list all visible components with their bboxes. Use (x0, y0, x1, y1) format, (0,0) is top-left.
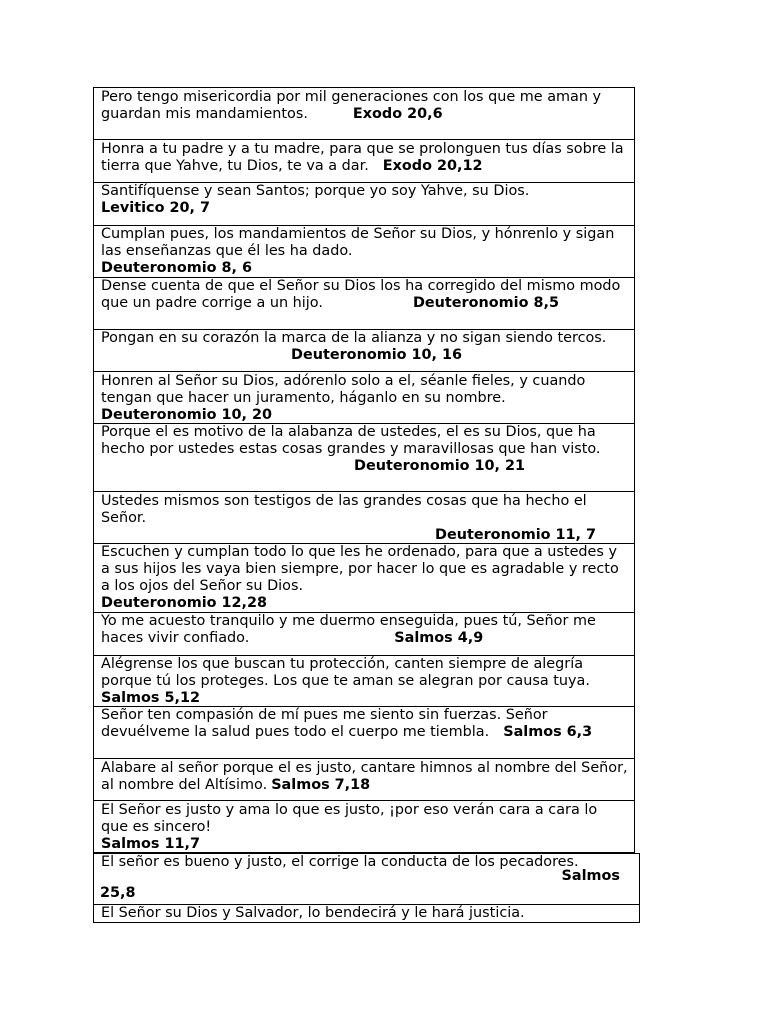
verse-text: Alabare al señor porque el es justo, cantare himnos al nombre del Señor, al nombre del Altísimo. (101, 760, 633, 793)
verse-cell (93, 278, 635, 330)
verse-cell (93, 372, 635, 424)
verse-table (93, 87, 635, 923)
verse-text: Escuchen y cumplan todo lo que les he ordenado, para que a ustedes y a sus hijos les vaya bien siempre, por hacer lo que es agradable y recto a los ojos del Señor su Dios. (101, 544, 624, 594)
verse-text: Yo me acuesto tranquilo y me duermo enseguida, pues tú, Señor me haces vivir confiado. (101, 613, 601, 646)
verse-text: Alégrense los que buscan tu protección, canten siempre de alegría porque tú los proteges. Los que te aman se alegran por causa tuya. (101, 656, 590, 689)
verse-text: Ustedes mismos son testigos de las grandes cosas que ha hecho el Señor. (101, 493, 592, 526)
verse-reference: Exodo 20,12 (382, 158, 483, 174)
verse-text: Cumplan pues, los mandamientos de Señor su Dios, y hónrenlo y sigan las enseñanzas que él les ha dado. (101, 226, 619, 259)
verse-cell (93, 492, 635, 544)
verse-reference: Salmos 11,7 (101, 836, 200, 852)
verse-cell (93, 330, 635, 372)
verse-cell (93, 226, 635, 278)
verse-cell (93, 424, 635, 492)
verse-reference: Deuteronomio 10, 16 (291, 347, 463, 363)
verse-text: El señor es bueno y justo, el corrige la conducta de los pecadores. (101, 854, 579, 870)
verse-reference: Deuteronomio 10, 21 (354, 458, 526, 474)
verse-text: Dense cuenta de que el Señor su Dios los ha corregido del mismo modo que un padre corrige a un hijo. (101, 278, 625, 311)
verse-cell (93, 707, 635, 759)
verse-text: Honren al Señor su Dios, adórenlo solo a el, séanle fieles, y cuando tengan que hacer un juramento, háganlo en su nombre. (101, 373, 590, 406)
verse-reference: Salmos 7,18 (271, 777, 371, 793)
verse-reference: Salmos 5,12 (101, 690, 200, 706)
verse-text: El Señor su Dios y Salvador, lo bendecirá y le hará justicia. (101, 905, 525, 921)
verse-cell (93, 140, 635, 183)
verse-text: Honra a tu padre y a tu madre, para que se prolonguen tus días sobre la tierra que Yahve, tu Dios, te va a dar. (101, 141, 629, 174)
verse-text: Pero tengo misericordia por mil generaciones con los que me aman y guardan mis mandamientos. (101, 89, 606, 122)
verse-reference: Deuteronomio 8,5 (412, 295, 559, 311)
verse-reference: Salmos 6,3 (503, 724, 593, 740)
verse-cell (93, 656, 635, 707)
verse-cell (93, 613, 635, 656)
verse-text: Pongan en su corazón la marca de la alianza y no sigan siendo tercos. (101, 330, 607, 346)
verse-reference: Salmos 4,9 (394, 630, 484, 646)
verse-cell (93, 87, 635, 140)
verse-cell (93, 759, 635, 801)
verse-cell (93, 801, 635, 853)
verse-text: El Señor es justo y ama lo que es justo, ¡por eso verán cara a cara lo que es sincero! (101, 802, 602, 835)
verse-text: Señor ten compasión de mí pues me siento sin fuerzas. Señor devuélveme la salud pues todo el cuerpo me tiembla. (101, 707, 553, 740)
verse-text: Porque el es motivo de la alabanza de ustedes, el es su Dios, que ha hecho por ustedes estas cosas grandes y maravillosas que han visto. (101, 424, 601, 457)
verse-cell (93, 905, 640, 923)
verse-reference: Salmos 25,8 (100, 868, 620, 901)
verse-reference: Deuteronomio 8, 6 (101, 260, 253, 276)
verse-reference: Deuteronomio 10, 20 (101, 407, 273, 423)
verse-reference: Levitico 20, 7 (101, 200, 210, 216)
verse-reference: Deuteronomio 12,28 (101, 595, 268, 611)
verse-cell (93, 183, 635, 226)
verse-text: Santifíquense y sean Santos; porque yo soy Yahve, su Dios. (101, 183, 530, 199)
verse-cell (93, 544, 635, 613)
verse-reference: Exodo 20,6 (352, 106, 443, 122)
verse-reference: Deuteronomio 11, 7 (435, 527, 597, 543)
